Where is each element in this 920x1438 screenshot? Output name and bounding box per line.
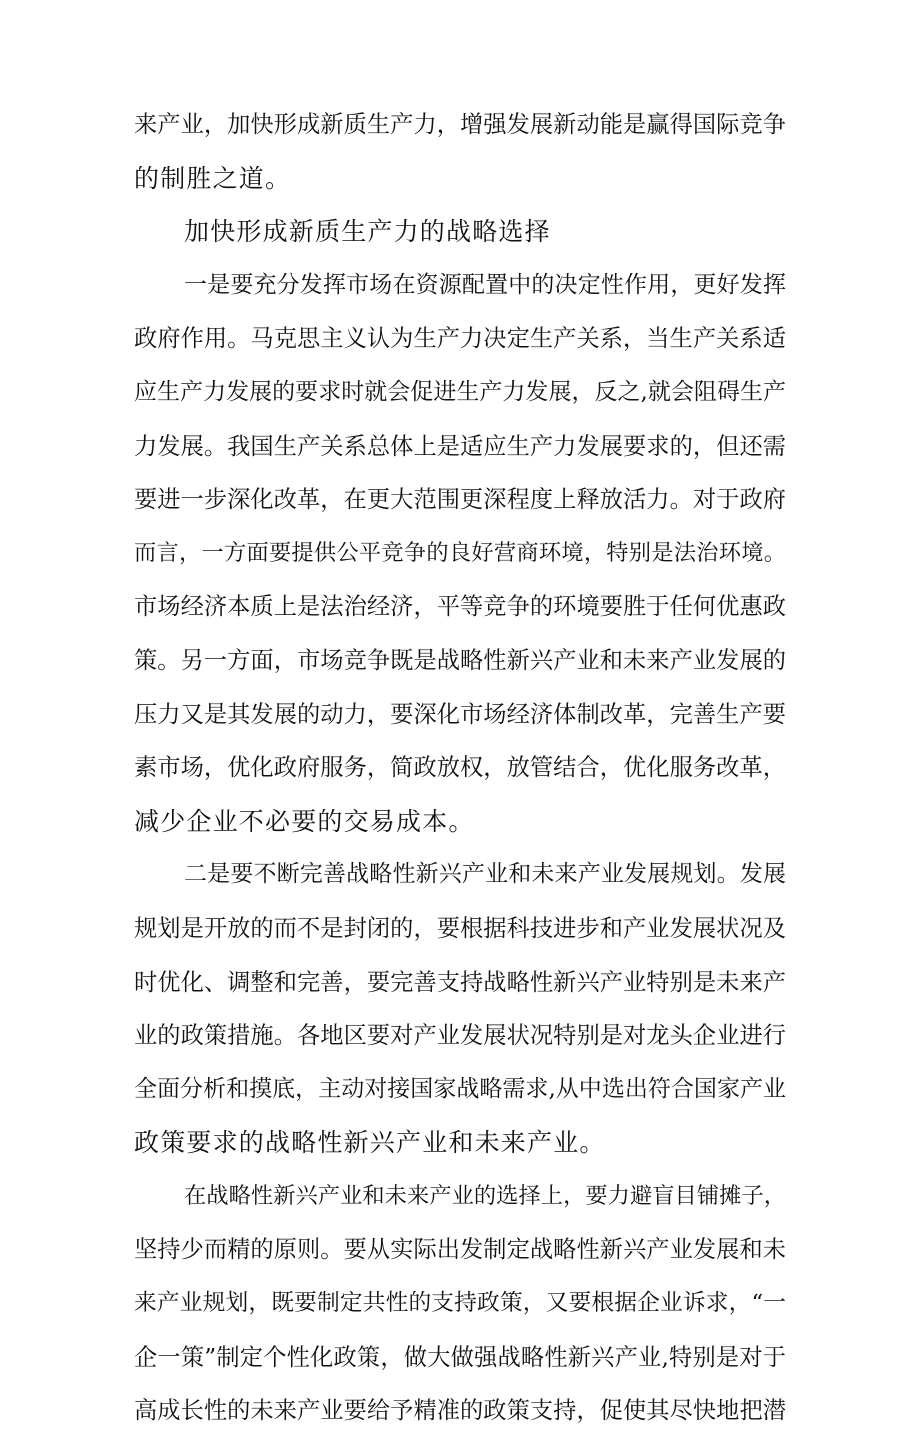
text-line: 企一策”制定个性化政策，做大做强战略性新兴产业,特别是对于 <box>134 1343 786 1371</box>
text-line: 应生产力发展的要求时就会促进生产力发展，反之,就会阻碍生产 <box>134 378 786 405</box>
text-line: 政策要求的战略性新兴产业和未来产业。 <box>134 1128 606 1158</box>
text-line: 业的政策措施。各地区要对产业发展状况特别是对龙头企业进行 <box>134 1022 786 1050</box>
text-line: 坚持少而精的原则。要从实际出发制定战略性新兴产业发展和未 <box>134 1236 786 1264</box>
text-line: 市场经济本质上是法治经济，平等竞争的环境要胜于任何优惠政 <box>134 593 786 621</box>
text-line: 策。另一方面，市场竞争既是战略性新兴产业和未来产业发展的 <box>134 646 786 674</box>
text-line: 二是要不断完善战略性新兴产业和未来产业发展规划。发展 <box>184 861 786 888</box>
text-line: 而言，一方面要提供公平竞争的良好营商环境，特别是法治环境。 <box>134 539 786 566</box>
text-line: 来产业，加快形成新质生产力，增强发展新动能是赢得国际竞争 <box>134 111 786 138</box>
section-heading: 加快形成新质生产力的战略选择 <box>184 217 551 247</box>
text-line: 规划是开放的而不是封闭的，要根据科技进步和产业发展状况及 <box>134 914 786 942</box>
body-text <box>134 98 786 1438</box>
text-line: 来产业规划，既要制定共性的支持政策，又要根据企业诉求，“一 <box>134 1290 786 1317</box>
text-line: 全面分析和摸底，主动对接国家战略需求,从中选出符合国家产业 <box>134 1075 786 1102</box>
text-line: 减少企业不必要的交易成本。 <box>134 806 475 836</box>
text-line: 压力又是其发展的动力，要深化市场经济体制改革，完善生产要 <box>134 700 786 728</box>
text-line: 一是要充分发挥市场在资源配置中的决定性作用，更好发挥 <box>184 271 786 298</box>
text-line: 要进一步深化改革，在更大范围更深程度上释放活力。对于政府 <box>134 486 786 514</box>
text-line: 政府作用。马克思主义认为生产力决定生产关系，当生产关系适 <box>134 325 786 353</box>
text-line: 素市场，优化政府服务，简政放权，放管结合，优化服务改革， <box>134 754 786 782</box>
text-line: 力发展。我国生产关系总体上是适应生产力发展要求的，但还需 <box>134 432 786 460</box>
text-line: 时优化、调整和完善，要完善支持战略性新兴产业特别是未来产 <box>134 968 786 996</box>
text-line: 的制胜之道。 <box>134 163 292 193</box>
text-line: 高成长性的未来产业要给予精准的政策支持，促使其尽快地把潜 <box>134 1397 786 1425</box>
text-line: 在战略性新兴产业和未来产业的选择上，要力避盲目铺摊子， <box>184 1182 786 1209</box>
